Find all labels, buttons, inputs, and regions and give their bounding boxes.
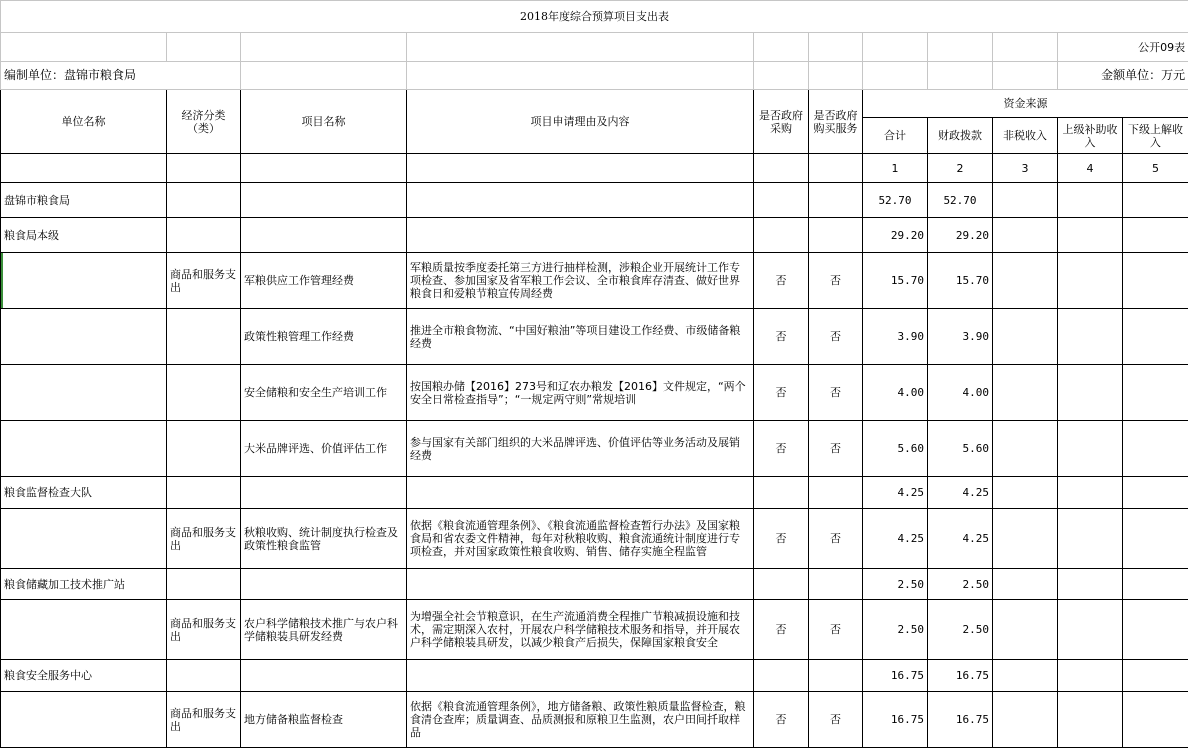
project-cell[interactable] bbox=[241, 218, 407, 253]
cell[interactable] bbox=[993, 660, 1058, 692]
service-cell[interactable] bbox=[809, 660, 863, 692]
fiscal-cell[interactable]: 52.70 bbox=[928, 183, 993, 218]
econ-cell[interactable]: 商品和服务支出 bbox=[167, 253, 241, 309]
cell[interactable] bbox=[1123, 218, 1188, 253]
total-cell[interactable]: 5.60 bbox=[863, 421, 928, 477]
cell[interactable] bbox=[1, 33, 167, 62]
fiscal-cell[interactable]: 3.90 bbox=[928, 309, 993, 365]
table-row bbox=[1, 509, 1188, 569]
service-cell[interactable] bbox=[809, 477, 863, 509]
reason-cell[interactable] bbox=[407, 569, 754, 600]
preparing-unit[interactable]: 编制单位：盘锦市粮食局 bbox=[1, 62, 241, 90]
total-cell[interactable]: 4.00 bbox=[863, 365, 928, 421]
service-cell[interactable]: 否 bbox=[809, 509, 863, 569]
cell[interactable] bbox=[863, 33, 928, 62]
cell[interactable] bbox=[1058, 218, 1123, 253]
project-cell[interactable] bbox=[241, 660, 407, 692]
reason-cell[interactable]: 推进全市粮食物流、“中国好粮油”等项目建设工作经费、市级储备粮经费 bbox=[407, 309, 754, 365]
cell[interactable] bbox=[1058, 309, 1123, 365]
form-code[interactable]: 公开09表 bbox=[1058, 33, 1188, 62]
cell[interactable] bbox=[407, 33, 754, 62]
econ-cell[interactable] bbox=[167, 218, 241, 253]
cell[interactable] bbox=[1123, 660, 1188, 692]
fiscal-cell[interactable]: 29.20 bbox=[928, 218, 993, 253]
econ-cell[interactable] bbox=[167, 365, 241, 421]
table-row bbox=[1, 253, 1188, 309]
procure-cell[interactable] bbox=[754, 183, 809, 218]
cell[interactable] bbox=[1058, 421, 1123, 477]
project-cell[interactable]: 安全储粮和安全生产培训工作 bbox=[241, 365, 407, 421]
table-row bbox=[1, 660, 1188, 692]
reason-cell[interactable]: 按国粮办储【2016】273号和辽农办粮发【2016】文件规定，“两个安全日常检查指导”；“一规定两守则”常规培训 bbox=[407, 365, 754, 421]
cell[interactable] bbox=[1123, 509, 1188, 569]
project-cell[interactable] bbox=[241, 183, 407, 218]
table-row bbox=[1, 365, 1188, 421]
cell[interactable] bbox=[809, 154, 863, 183]
econ-cell[interactable] bbox=[167, 660, 241, 692]
project-cell[interactable]: 地方储备粮监督检查 bbox=[241, 692, 407, 748]
reason-cell[interactable] bbox=[407, 183, 754, 218]
amount-unit[interactable]: 金额单位：万元 bbox=[1058, 62, 1188, 90]
header-gov-procure[interactable]: 是否政府采购 bbox=[754, 90, 809, 154]
project-cell[interactable] bbox=[241, 569, 407, 600]
fiscal-cell[interactable]: 4.00 bbox=[928, 365, 993, 421]
unit-row bbox=[1, 62, 1188, 90]
fiscal-cell[interactable]: 5.60 bbox=[928, 421, 993, 477]
table-row bbox=[1, 183, 1188, 218]
service-cell[interactable]: 否 bbox=[809, 421, 863, 477]
cell[interactable] bbox=[1123, 253, 1188, 309]
cell[interactable] bbox=[241, 62, 407, 90]
reason-cell[interactable] bbox=[407, 218, 754, 253]
service-cell[interactable]: 否 bbox=[809, 600, 863, 660]
service-cell[interactable] bbox=[809, 569, 863, 600]
total-cell[interactable]: 2.50 bbox=[863, 569, 928, 600]
cell[interactable] bbox=[1058, 365, 1123, 421]
cell[interactable] bbox=[1058, 183, 1123, 218]
table-row bbox=[1, 477, 1188, 509]
cell[interactable] bbox=[809, 33, 863, 62]
cell[interactable] bbox=[993, 218, 1058, 253]
project-cell[interactable] bbox=[241, 477, 407, 509]
title-row bbox=[1, 1, 1188, 33]
reason-cell[interactable] bbox=[407, 477, 754, 509]
table-row bbox=[1, 218, 1188, 253]
table-row bbox=[1, 569, 1188, 600]
cell[interactable] bbox=[1058, 253, 1123, 309]
reason-cell[interactable]: 参与国家有关部门组织的大米品牌评选、价值评估等业务活动及展销经费 bbox=[407, 421, 754, 477]
header-reason[interactable]: 项目申请理由及内容 bbox=[407, 90, 754, 154]
econ-cell[interactable] bbox=[167, 183, 241, 218]
unit-cell[interactable] bbox=[1, 509, 167, 569]
total-cell[interactable]: 15.70 bbox=[863, 253, 928, 309]
total-cell[interactable]: 52.70 bbox=[863, 183, 928, 218]
header-upper-subsidy[interactable]: 上级补助收入 bbox=[1058, 118, 1123, 154]
reason-cell[interactable]: 依据《粮食流通管理条例》、《粮食流通监督检查暂行办法》及国家粮食局和省农委文件精神，每年对秋粮收购、粮食流通统计制度进行专项检查，并对国家政策性粮食收购、销售、储存实施全程监管 bbox=[407, 509, 754, 569]
cell[interactable] bbox=[754, 33, 809, 62]
fiscal-cell[interactable]: 2.50 bbox=[928, 569, 993, 600]
total-cell[interactable]: 3.90 bbox=[863, 309, 928, 365]
service-cell[interactable] bbox=[809, 183, 863, 218]
cell[interactable] bbox=[754, 62, 809, 90]
cell[interactable] bbox=[1058, 692, 1123, 748]
cell[interactable] bbox=[1123, 692, 1188, 748]
unit-cell[interactable] bbox=[1, 692, 167, 748]
unit-cell[interactable] bbox=[1, 309, 167, 365]
cell[interactable] bbox=[928, 62, 993, 90]
cell[interactable] bbox=[993, 509, 1058, 569]
fiscal-cell[interactable]: 16.75 bbox=[928, 660, 993, 692]
cell[interactable] bbox=[1058, 660, 1123, 692]
cell[interactable] bbox=[1123, 421, 1188, 477]
code-row bbox=[1, 33, 1188, 62]
header-project-name[interactable]: 项目名称 bbox=[241, 90, 407, 154]
cell[interactable] bbox=[993, 569, 1058, 600]
header-lower-remit[interactable]: 下级上解收入 bbox=[1123, 118, 1188, 154]
total-cell[interactable]: 4.25 bbox=[863, 509, 928, 569]
cell[interactable] bbox=[1, 154, 167, 183]
econ-cell[interactable]: 商品和服务支出 bbox=[167, 509, 241, 569]
econ-cell[interactable] bbox=[167, 477, 241, 509]
cell[interactable] bbox=[993, 309, 1058, 365]
procure-cell[interactable] bbox=[754, 569, 809, 600]
index-5[interactable]: 5 bbox=[1123, 154, 1188, 183]
fiscal-cell[interactable]: 4.25 bbox=[928, 509, 993, 569]
index-row bbox=[1, 154, 1188, 183]
total-cell[interactable]: 16.75 bbox=[863, 692, 928, 748]
cell[interactable] bbox=[754, 154, 809, 183]
cell[interactable] bbox=[1123, 309, 1188, 365]
total-cell[interactable]: 16.75 bbox=[863, 660, 928, 692]
procure-cell[interactable]: 否 bbox=[754, 692, 809, 748]
procure-cell[interactable]: 否 bbox=[754, 253, 809, 309]
cell[interactable] bbox=[809, 62, 863, 90]
fiscal-cell[interactable]: 15.70 bbox=[928, 253, 993, 309]
service-cell[interactable]: 否 bbox=[809, 253, 863, 309]
service-cell[interactable]: 否 bbox=[809, 692, 863, 748]
unit-cell[interactable]: 粮食储藏加工技术推广站 bbox=[1, 569, 167, 600]
header-funding-source[interactable]: 资金来源 bbox=[863, 90, 1188, 118]
cell[interactable] bbox=[993, 692, 1058, 748]
cell[interactable] bbox=[993, 421, 1058, 477]
project-cell[interactable]: 大米品牌评选、价值评估工作 bbox=[241, 421, 407, 477]
cell[interactable] bbox=[241, 154, 407, 183]
unit-cell[interactable]: 盘锦市粮食局 bbox=[1, 183, 167, 218]
unit-cell[interactable]: 粮食局本级 bbox=[1, 218, 167, 253]
procure-cell[interactable]: 否 bbox=[754, 365, 809, 421]
index-3[interactable]: 3 bbox=[993, 154, 1058, 183]
table-row bbox=[1, 692, 1188, 748]
index-4[interactable]: 4 bbox=[1058, 154, 1123, 183]
index-2[interactable]: 2 bbox=[928, 154, 993, 183]
cell[interactable] bbox=[993, 62, 1058, 90]
econ-cell[interactable] bbox=[167, 421, 241, 477]
cell[interactable] bbox=[167, 33, 241, 62]
procure-cell[interactable] bbox=[754, 660, 809, 692]
cell[interactable] bbox=[928, 33, 993, 62]
fiscal-cell[interactable]: 2.50 bbox=[928, 600, 993, 660]
procure-cell[interactable] bbox=[754, 218, 809, 253]
header-non-tax[interactable]: 非税收入 bbox=[993, 118, 1058, 154]
cell[interactable] bbox=[167, 154, 241, 183]
reason-cell[interactable]: 军粮质量按季度委托第三方进行抽样检测，涉粮企业开展统计工作专项检查、参加国家及省军粮工作会议、全市粮食库存清查、做好世界粮食日和爱粮节粮宣传周经费 bbox=[407, 253, 754, 309]
fiscal-cell[interactable]: 16.75 bbox=[928, 692, 993, 748]
cell[interactable] bbox=[1058, 569, 1123, 600]
project-cell[interactable]: 秋粮收购、统计制度执行检查及政策性粮食监管 bbox=[241, 509, 407, 569]
total-cell[interactable]: 4.25 bbox=[863, 477, 928, 509]
service-cell[interactable]: 否 bbox=[809, 365, 863, 421]
econ-cell[interactable] bbox=[167, 309, 241, 365]
cell[interactable] bbox=[993, 33, 1058, 62]
project-cell[interactable]: 军粮供应工作管理经费 bbox=[241, 253, 407, 309]
procure-cell[interactable]: 否 bbox=[754, 309, 809, 365]
cell[interactable] bbox=[993, 183, 1058, 218]
total-cell[interactable]: 2.50 bbox=[863, 600, 928, 660]
page-title[interactable]: 2018年度综合预算项目支出表 bbox=[1, 1, 1188, 33]
cell[interactable] bbox=[1058, 600, 1123, 660]
service-cell[interactable] bbox=[809, 218, 863, 253]
cell[interactable] bbox=[993, 365, 1058, 421]
cell[interactable] bbox=[407, 62, 754, 90]
cell[interactable] bbox=[993, 600, 1058, 660]
cell[interactable] bbox=[993, 253, 1058, 309]
econ-cell[interactable]: 商品和服务支出 bbox=[167, 600, 241, 660]
unit-cell[interactable]: 粮食监督检查大队 bbox=[1, 477, 167, 509]
header-row-1 bbox=[1, 90, 1188, 118]
cell[interactable] bbox=[1123, 183, 1188, 218]
procure-cell[interactable]: 否 bbox=[754, 421, 809, 477]
header-econ-class[interactable]: 经济分类（类） bbox=[167, 90, 241, 154]
header-fiscal[interactable]: 财政拨款 bbox=[928, 118, 993, 154]
cell[interactable] bbox=[1123, 477, 1188, 509]
unit-cell[interactable]: 粮食安全服务中心 bbox=[1, 660, 167, 692]
procure-cell[interactable] bbox=[754, 477, 809, 509]
econ-cell[interactable] bbox=[167, 569, 241, 600]
unit-cell[interactable] bbox=[1, 253, 167, 309]
reason-cell[interactable] bbox=[407, 660, 754, 692]
reason-cell[interactable]: 依据《粮食流通管理条例》，地方储备粮、政策性粮质量监督检查，粮食清仓查库；质量调查、品质测报和原粮卫生监测，农户田间扦取样品 bbox=[407, 692, 754, 748]
header-total[interactable]: 合计 bbox=[863, 118, 928, 154]
cell[interactable] bbox=[1123, 600, 1188, 660]
unit-cell[interactable] bbox=[1, 600, 167, 660]
cell[interactable] bbox=[1123, 569, 1188, 600]
unit-cell[interactable] bbox=[1, 421, 167, 477]
cell[interactable] bbox=[241, 33, 407, 62]
reason-cell[interactable]: 为增强全社会节粮意识，在生产流通消费全程推广节粮减损设施和技术，需定期深入农村，开展农户科学储粮技术服务和指导，并开展农户科学储粮装具研发，以减少粮食产后损失，保障国家粮食安全 bbox=[407, 600, 754, 660]
header-gov-buy-service[interactable]: 是否政府购买服务 bbox=[809, 90, 863, 154]
cell[interactable] bbox=[1058, 477, 1123, 509]
project-cell[interactable]: 农户科学储粮技术推广与农户科学储粮装具研发经费 bbox=[241, 600, 407, 660]
cell[interactable] bbox=[863, 62, 928, 90]
cell[interactable] bbox=[1123, 365, 1188, 421]
unit-cell[interactable] bbox=[1, 365, 167, 421]
cell[interactable] bbox=[1058, 509, 1123, 569]
cell[interactable] bbox=[407, 154, 754, 183]
procure-cell[interactable]: 否 bbox=[754, 509, 809, 569]
table-row bbox=[1, 309, 1188, 365]
cell[interactable] bbox=[993, 477, 1058, 509]
total-cell[interactable]: 29.20 bbox=[863, 218, 928, 253]
service-cell[interactable]: 否 bbox=[809, 309, 863, 365]
header-unit-name[interactable]: 单位名称 bbox=[1, 90, 167, 154]
table-row bbox=[1, 600, 1188, 660]
econ-cell[interactable]: 商品和服务支出 bbox=[167, 692, 241, 748]
procure-cell[interactable]: 否 bbox=[754, 600, 809, 660]
index-1[interactable]: 1 bbox=[863, 154, 928, 183]
table-row bbox=[1, 421, 1188, 477]
project-cell[interactable]: 政策性粮管理工作经费 bbox=[241, 309, 407, 365]
fiscal-cell[interactable]: 4.25 bbox=[928, 477, 993, 509]
